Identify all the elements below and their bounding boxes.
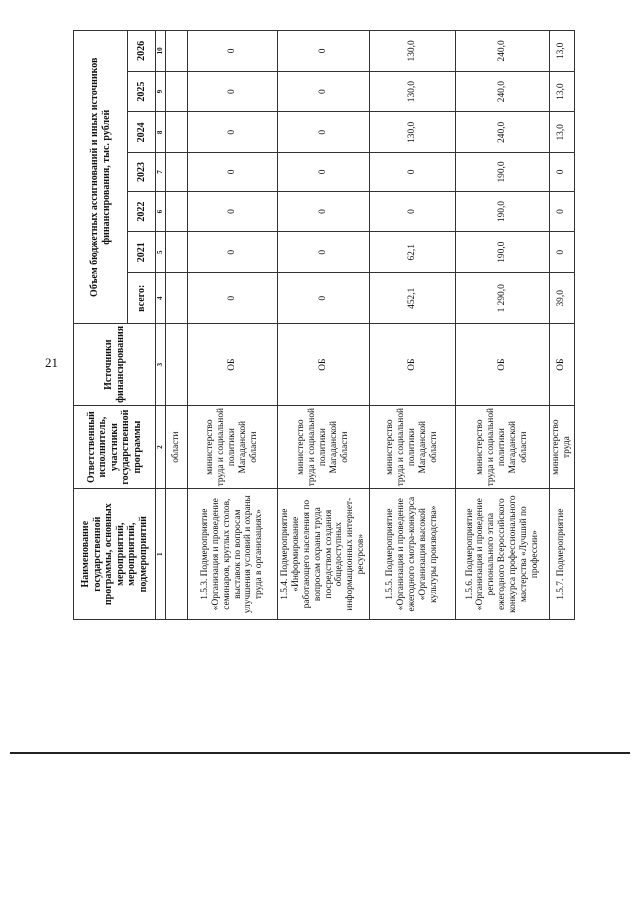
row-value [166, 191, 188, 232]
row-value: 0 [550, 191, 575, 232]
row-value: 0 [188, 232, 278, 273]
table-row [456, 31, 550, 620]
row-name: 1.5.5. Подмероприятие «Организация и проведение ежегодного смотра-конкурса «Организация высокой культуры производства» [370, 489, 456, 620]
column-number: 4 [156, 273, 166, 324]
row-value: 240,0 [456, 31, 550, 72]
row-name: 1.5.4. Подмероприятие «Информирование работающего населения по вопросам охраны труда посредством создания общедоступных информационных интернет-ресурсов» [278, 489, 370, 620]
row-executor: министерство труда и социальной политики Магаданской области [188, 405, 278, 489]
header-year: всего: [128, 273, 156, 324]
row-value [166, 273, 188, 324]
header-year: 2022 [128, 191, 156, 232]
row-source: ОБ [370, 324, 456, 405]
row-name: 1.5.7. Подмероприятие [550, 489, 575, 620]
row-value: 0 [278, 191, 370, 232]
column-number: 7 [156, 153, 166, 192]
row-value: 130,0 [370, 71, 456, 112]
row-value: 0 [188, 112, 278, 153]
row-source [166, 324, 188, 405]
row-name: 1.5.3. Подмероприятие «Организация и проведение семинаров, круглых столов, выставок по вопросам улучшения условий и охраны труда в организациях» [188, 489, 278, 620]
budget-table [73, 30, 575, 620]
row-value: 0 [278, 112, 370, 153]
header-volume: Объем бюджетных ассигнований и иных источников финансирования, тыс. рублей [74, 31, 128, 324]
row-executor: министерство труда и социальной политики Магаданской области [456, 405, 550, 489]
row-value: 0 [278, 71, 370, 112]
column-number: 3 [156, 324, 166, 405]
rotated-table-container [73, 30, 572, 620]
row-value: 0 [550, 153, 575, 192]
row-value: 0 [278, 153, 370, 192]
header-source: Источники финансирования [74, 324, 156, 405]
column-number: 9 [156, 71, 166, 112]
row-value: 240,0 [456, 112, 550, 153]
row-value: 0 [278, 31, 370, 72]
row-value: 39,0 [550, 273, 575, 324]
row-value [166, 153, 188, 192]
row-source: ОБ [550, 324, 575, 405]
row-value: 0 [370, 191, 456, 232]
row-value: 0 [188, 191, 278, 232]
row-value: 190,0 [456, 191, 550, 232]
row-value: 0 [188, 273, 278, 324]
row-name: 1.5.6. Подмероприятие «Организация и проведение регионального этапа ежегодного Всероссийского конкурса профессионального мастерства «Лучший по профессии» [456, 489, 550, 620]
row-value: 0 [188, 71, 278, 112]
header-year: 2024 [128, 112, 156, 153]
row-value: 13,0 [550, 31, 575, 72]
row-value: 0 [278, 232, 370, 273]
header-year: 2021 [128, 232, 156, 273]
row-value: 130,0 [370, 31, 456, 72]
header-name: Наименование государственной программы, основных мероприятий, мероприятий, подмероприятий [74, 489, 156, 620]
header-year: 2025 [128, 71, 156, 112]
row-value: 62,1 [370, 232, 456, 273]
row-value: 452,1 [370, 273, 456, 324]
row-value: 1 290,0 [456, 273, 550, 324]
row-executor: области [166, 405, 188, 489]
row-value: 0 [188, 153, 278, 192]
header-year: 2023 [128, 153, 156, 192]
row-value [166, 71, 188, 112]
table-row [370, 31, 456, 620]
column-number: 2 [156, 405, 166, 489]
table-row [188, 31, 278, 620]
table-row [550, 31, 575, 620]
row-source: ОБ [188, 324, 278, 405]
row-value: 13,0 [550, 112, 575, 153]
row-value: 0 [370, 153, 456, 192]
header-executor: Ответственный исполнитель, участники государственной программы [74, 405, 156, 489]
row-value [166, 31, 188, 72]
row-executor: министерство труда и социальной политики Магаданской области [370, 405, 456, 489]
row-value: 240,0 [456, 71, 550, 112]
row-value: 190,0 [456, 232, 550, 273]
row-executor: министерство труда [550, 405, 575, 489]
row-value: 130,0 [370, 112, 456, 153]
row-value: 0 [188, 31, 278, 72]
column-number: 5 [156, 232, 166, 273]
row-value: 13,0 [550, 71, 575, 112]
row-name [166, 489, 188, 620]
row-value: 190,0 [456, 153, 550, 192]
row-value: 0 [278, 273, 370, 324]
column-number: 10 [156, 31, 166, 72]
page-number: 21 [45, 355, 58, 370]
column-number: 1 [156, 489, 166, 620]
row-value: 0 [550, 232, 575, 273]
horizontal-rule [10, 752, 630, 754]
row-executor: министерство труда и социальной политики Магаданской области [278, 405, 370, 489]
table-row [278, 31, 370, 620]
row-value [166, 232, 188, 273]
column-number: 6 [156, 191, 166, 232]
row-source: ОБ [456, 324, 550, 405]
header-year: 2026 [128, 31, 156, 72]
row-source: ОБ [278, 324, 370, 405]
column-numbers-row [156, 31, 166, 620]
table-row [166, 31, 188, 620]
column-number: 8 [156, 112, 166, 153]
row-value [166, 112, 188, 153]
